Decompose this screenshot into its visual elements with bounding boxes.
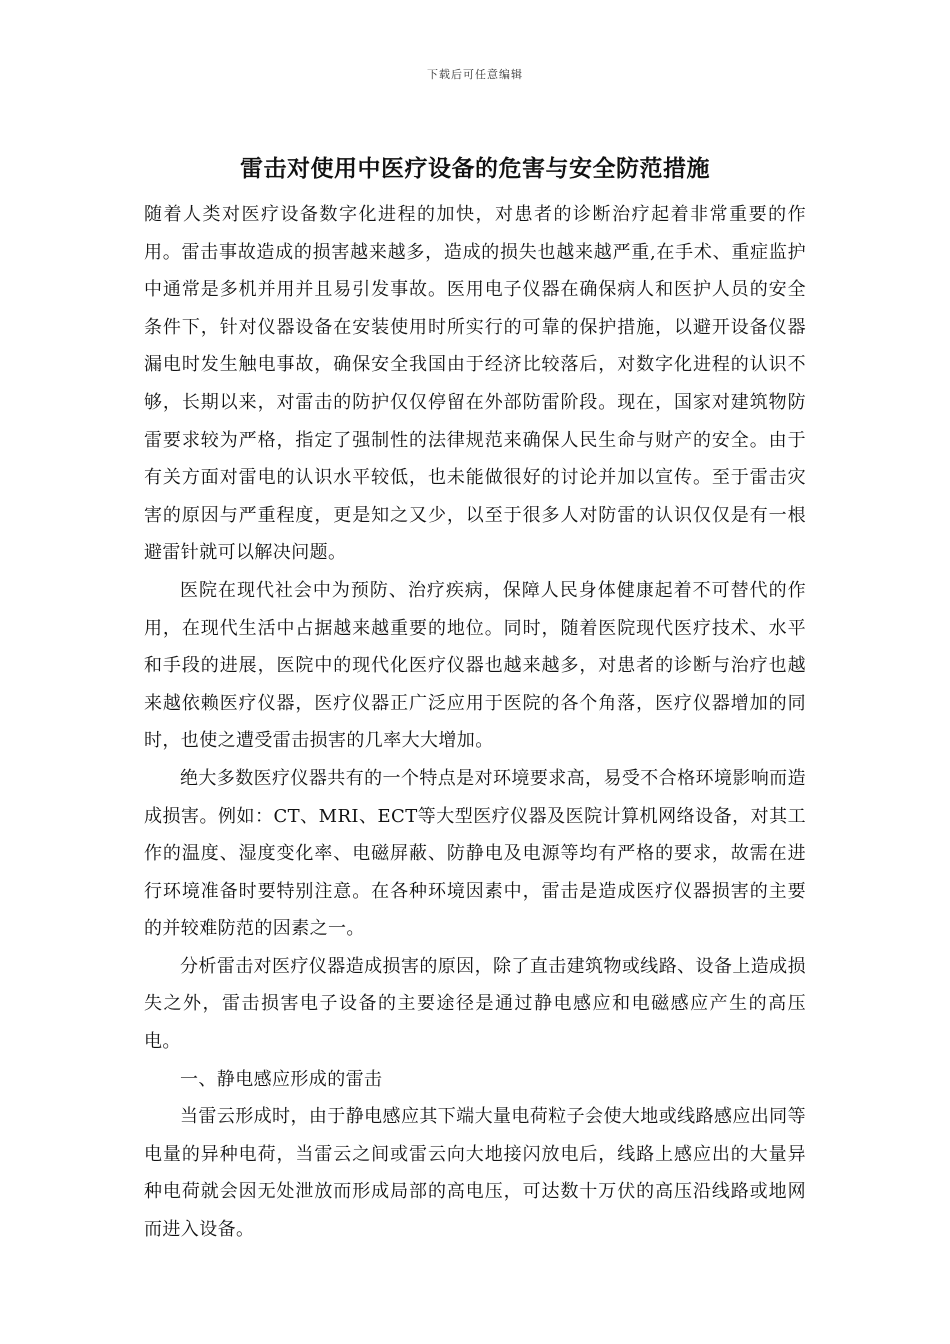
section-heading-electrostatic: 一、静电感应形成的雷击 (180, 1068, 383, 1090)
paragraph-environment: 绝大多数医疗仪器共有的一个特点是对环境要求高，易受不合格环境影响而造成损害。例如：CT、MRI、ECT等大型医疗仪器及医院计算机网络设备，对其工作的温度、湿度变化率、电磁屏蔽、防静电及电源等均有严格的要求，故需在进行环境准备时要特别注意。在各种环境因素中，雷击是造成医疗仪器损害的主要的并较难防范的因素之一。 (144, 767, 806, 940)
header-note: 下载后可任意编辑 (427, 68, 523, 81)
document-body (144, 196, 806, 1249)
paragraph-hospital: 医院在现代社会中为预防、治疗疾病，保障人民身体健康起着不可替代的作用，在现代生活中占据越来越重要的地位。同时，随着医院现代医疗技术、水平和手段的进展，医院中的现代化医疗仪器也越来越多，对患者的诊断与治疗也越来越依赖医疗仪器，医疗仪器正广泛应用于医院的各个角落，医疗仪器增加的同时，也使之遭受雷击损害的几率大大增加。 (144, 579, 806, 752)
document-title: 雷击对使用中医疗设备的危害与安全防范措施 (240, 156, 710, 182)
paragraph-electrostatic: 当雷云形成时，由于静电感应其下端大量电荷粒子会使大地或线路感应出同等电量的异种电荷，当雷云之间或雷云向大地接闪放电后，线路上感应出的大量异种电荷就会因无处泄放而形成局部的高电压，可达数十万伏的高压沿线路或地网而进入设备。 (144, 1106, 806, 1241)
paragraph-intro: 随着人类对医疗设备数字化进程的加快，对患者的诊断治疗起着非常重要的作用。雷击事故造成的损害越来越多，造成的损失也越来越严重,在手术、重症监护中通常是多机并用并且易引发事故。医用电子仪器在确保病人和医护人员的安全条件下，针对仪器设备在安装使用时所实行的可靠的保护措施，以避开设备仪器漏电时发生触电事故，确保安全我国由于经济比较落后，对数字化进程的认识不够，长期以来，对雷击的防护仅仅停留在外部防雷阶段。现在，国家对建筑物防雷要求较为严格，指定了强制性的法律规范来确保人民生命与财产的安全。由于有关方面对雷电的认识水平较低，也未能做很好的讨论并加以宣传。至于雷击灾害的原因与严重程度，更是知之又少，以至于很多人对防雷的认识仅仅是有一根避雷针就可以解决问题。 (144, 204, 806, 564)
paragraph-analysis: 分析雷击对医疗仪器造成损害的原因，除了直击建筑物或线路、设备上造成损失之外，雷击损害电子设备的主要途径是通过静电感应和电磁感应产生的高压电。 (144, 955, 806, 1053)
